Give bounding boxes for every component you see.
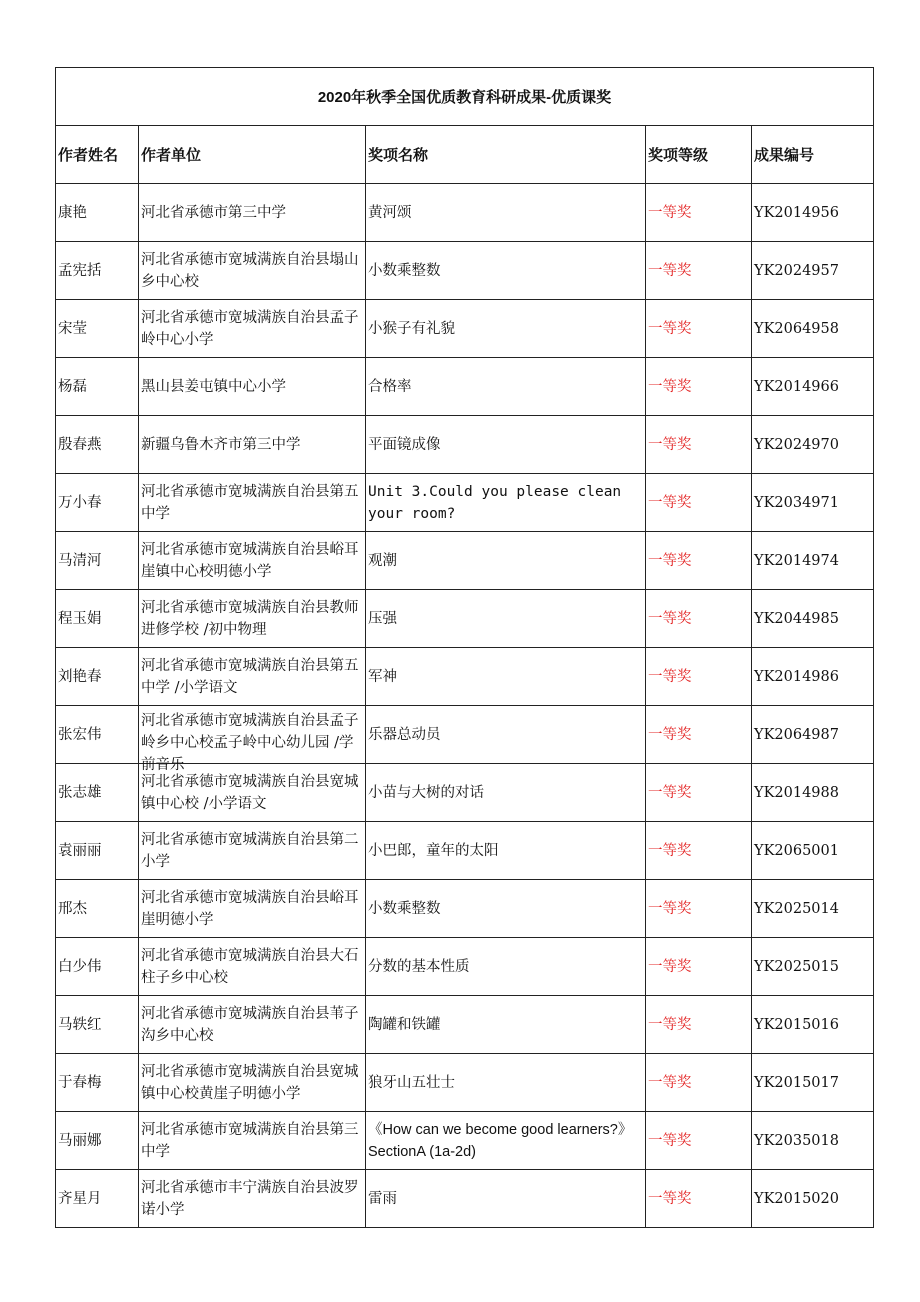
result-code-cell (752, 590, 874, 648)
award-name-cell (366, 358, 646, 416)
award-name-cell (366, 1112, 646, 1170)
award-grade-cell (646, 416, 752, 474)
author-name-cell-text: 康艳 (58, 204, 87, 221)
award-name-cell (366, 1170, 646, 1228)
author-name-cell (56, 532, 139, 590)
result-code-cell-text: YK2014956 (754, 204, 839, 221)
result-code-cell-text: YK2064987 (754, 726, 839, 743)
award-table (55, 67, 874, 1228)
award-grade-cell (646, 996, 752, 1054)
result-code-cell (752, 822, 874, 880)
author-name-cell (56, 474, 139, 532)
header-author-name: 作者姓名 (56, 126, 139, 184)
author-unit-cell-text: 新疆乌鲁木齐市第三中学 (141, 436, 301, 453)
author-unit-cell-text: 河北省承德市宽城满族自治县第五中学 /小学语文 (141, 657, 359, 696)
award-name-cell (366, 764, 646, 822)
award-grade-cell-text: 一等奖 (648, 494, 692, 511)
award-grade-cell (646, 938, 752, 996)
header-award-name: 奖项名称 (366, 126, 646, 184)
award-grade-cell-text: 一等奖 (648, 320, 692, 337)
author-unit-cell (139, 300, 366, 358)
award-grade-cell-text: 一等奖 (648, 1016, 692, 1033)
author-unit-cell (139, 706, 366, 773)
author-name-cell (56, 880, 139, 938)
award-grade-cell-text: 一等奖 (648, 958, 692, 975)
award-name-cell-text: 军神 (368, 668, 397, 685)
author-unit-cell-text: 河北省承德市宽城满族自治县宽城镇中心校 /小学语文 (141, 773, 359, 812)
author-unit-cell (139, 358, 366, 416)
author-unit-cell (139, 1054, 366, 1112)
author-unit-cell (139, 474, 366, 532)
result-code-cell (752, 532, 874, 590)
award-name-cell-text: 乐器总动员 (368, 726, 441, 743)
award-grade-cell (646, 706, 752, 764)
author-unit-cell (139, 590, 366, 648)
result-code-cell (752, 1054, 874, 1112)
award-grade-cell (646, 1054, 752, 1112)
result-code-cell-text: YK2015016 (754, 1016, 839, 1033)
author-name-cell (56, 1112, 139, 1170)
author-unit-cell-text: 河北省承德市宽城满族自治县第二小学 (141, 831, 359, 870)
result-code-cell (752, 938, 874, 996)
award-name-cell-text: 小数乘整数 (368, 262, 441, 279)
author-name-cell-text: 刘艳春 (58, 668, 102, 685)
author-name-cell-text: 殷春燕 (58, 436, 102, 453)
award-grade-cell-text: 一等奖 (648, 784, 692, 801)
award-name-cell-text: 《How can we become good learners?》 SectionA (1a-2d) (368, 1121, 633, 1160)
award-grade-cell-text: 一等奖 (648, 1074, 692, 1091)
result-code-cell (752, 242, 874, 300)
author-name-cell-text: 马轶红 (58, 1016, 102, 1033)
award-grade-cell-text: 一等奖 (648, 842, 692, 859)
author-unit-cell-text: 河北省承德市宽城满族自治县孟子岭中心小学 (141, 309, 359, 348)
author-unit-cell-text: 河北省承德市第三中学 (141, 204, 286, 221)
award-name-cell-text: Unit 3.Could you please clean your room? (368, 483, 622, 522)
table-row (56, 184, 874, 242)
table-row (56, 938, 874, 996)
author-unit-cell (139, 242, 366, 300)
award-grade-cell (646, 532, 752, 590)
award-grade-cell (646, 764, 752, 822)
award-grade-cell-text: 一等奖 (648, 610, 692, 627)
award-name-cell-text: 黄河颂 (368, 204, 412, 221)
award-name-cell (366, 1054, 646, 1112)
author-unit-cell (139, 938, 366, 996)
table-row (56, 764, 874, 822)
award-name-cell-text: 观潮 (368, 552, 397, 569)
author-unit-cell (139, 532, 366, 590)
author-name-cell (56, 590, 139, 648)
award-name-cell (366, 242, 646, 300)
result-code-cell-text: YK2014986 (754, 668, 839, 685)
award-grade-cell (646, 1112, 752, 1170)
author-name-cell (56, 1054, 139, 1112)
author-unit-cell (139, 822, 366, 880)
award-name-cell (366, 532, 646, 590)
author-unit-cell-text: 河北省承德市宽城满族自治县第三中学 (141, 1121, 359, 1160)
result-code-cell-text: YK2025015 (754, 958, 839, 975)
author-name-cell (56, 706, 139, 764)
award-grade-cell-text: 一等奖 (648, 436, 692, 453)
author-unit-cell (139, 764, 366, 822)
award-name-cell-text: 小猴子有礼貌 (368, 320, 455, 337)
author-unit-cell-text: 黑山县姜屯镇中心小学 (141, 378, 286, 395)
award-grade-cell (646, 300, 752, 358)
result-code-cell (752, 764, 874, 822)
author-name-cell-text: 杨磊 (58, 378, 87, 395)
table-row (56, 590, 874, 648)
award-name-cell (366, 996, 646, 1054)
result-code-cell (752, 474, 874, 532)
author-name-cell (56, 184, 139, 242)
author-unit-cell (139, 184, 366, 242)
result-code-cell (752, 648, 874, 706)
author-unit-cell-text: 河北省承德市丰宁满族自治县波罗诺小学 (141, 1179, 359, 1218)
result-code-cell-text: YK2025014 (754, 900, 839, 917)
award-name-cell-text: 压强 (368, 610, 397, 627)
award-name-cell-text: 小苗与大树的对话 (368, 784, 484, 801)
award-grade-cell (646, 822, 752, 880)
award-grade-cell-text: 一等奖 (648, 1132, 692, 1149)
author-name-cell-text: 张宏伟 (58, 726, 102, 743)
author-name-cell (56, 358, 139, 416)
author-unit-cell-text: 河北省承德市宽城满族自治县塌山乡中心校 (141, 251, 359, 290)
award-grade-cell (646, 590, 752, 648)
result-code-cell (752, 300, 874, 358)
table-row (56, 880, 874, 938)
author-unit-cell-text: 河北省承德市宽城满族自治县苇子沟乡中心校 (141, 1005, 359, 1044)
author-name-cell (56, 938, 139, 996)
author-name-cell-text: 袁丽丽 (58, 842, 102, 859)
author-unit-cell-text: 河北省承德市宽城满族自治县第五中学 (141, 483, 359, 522)
table-row (56, 706, 874, 764)
award-name-cell (366, 474, 646, 532)
result-code-cell-text: YK2014966 (754, 378, 839, 395)
award-grade-cell (646, 648, 752, 706)
award-grade-cell (646, 1170, 752, 1228)
award-name-cell (366, 184, 646, 242)
result-code-cell-text: YK2015017 (754, 1074, 839, 1091)
award-name-cell-text: 平面镜成像 (368, 436, 441, 453)
author-unit-cell-text: 河北省承德市宽城满族自治县孟子岭乡中心校孟子岭中心幼儿园 /学前音乐 (141, 712, 359, 773)
author-unit-cell (139, 1170, 366, 1228)
award-name-cell (366, 938, 646, 996)
author-unit-cell (139, 996, 366, 1054)
author-unit-cell (139, 648, 366, 706)
result-code-cell-text: YK2044985 (754, 610, 839, 627)
author-name-cell-text: 齐星月 (58, 1190, 102, 1207)
award-grade-cell-text: 一等奖 (648, 1190, 692, 1207)
author-name-cell-text: 马丽娜 (58, 1132, 102, 1149)
table-row (56, 358, 874, 416)
table-row (56, 416, 874, 474)
award-grade-cell-text: 一等奖 (648, 900, 692, 917)
award-grade-cell-text: 一等奖 (648, 262, 692, 279)
author-name-cell (56, 242, 139, 300)
award-grade-cell (646, 474, 752, 532)
author-name-cell (56, 822, 139, 880)
author-name-cell (56, 1170, 139, 1228)
result-code-cell (752, 880, 874, 938)
award-grade-cell-text: 一等奖 (648, 668, 692, 685)
author-unit-cell-text: 河北省承德市宽城满族自治县大石柱子乡中心校 (141, 947, 359, 986)
award-name-cell-text: 分数的基本性质 (368, 958, 470, 975)
author-name-cell-text: 于春梅 (58, 1074, 102, 1091)
result-code-cell (752, 358, 874, 416)
award-grade-cell-text: 一等奖 (648, 378, 692, 395)
result-code-cell-text: YK2024957 (754, 262, 839, 279)
header-author-unit: 作者单位 (139, 126, 366, 184)
result-code-cell-text: YK2014974 (754, 552, 839, 569)
table-title: 2020年秋季全国优质教育科研成果-优质课奖 (56, 68, 874, 126)
result-code-cell (752, 184, 874, 242)
author-name-cell-text: 白少伟 (58, 958, 102, 975)
author-unit-cell-text: 河北省承德市宽城满族自治县宽城镇中心校黄崖子明德小学 (141, 1063, 359, 1102)
result-code-cell (752, 1112, 874, 1170)
table-row (56, 532, 874, 590)
result-code-cell (752, 1170, 874, 1228)
award-grade-cell-text: 一等奖 (648, 552, 692, 569)
result-code-cell-text: YK2034971 (754, 494, 839, 511)
table-row (56, 822, 874, 880)
author-name-cell (56, 416, 139, 474)
award-name-cell-text: 合格率 (368, 378, 412, 395)
award-name-cell (366, 822, 646, 880)
award-grade-cell (646, 242, 752, 300)
result-code-cell (752, 416, 874, 474)
header-row (56, 126, 874, 184)
award-name-cell (366, 300, 646, 358)
result-code-cell-text: YK2024970 (754, 436, 839, 453)
author-name-cell-text: 孟宪括 (58, 262, 102, 279)
author-name-cell-text: 程玉娟 (58, 610, 102, 627)
result-code-cell (752, 706, 874, 764)
award-name-cell (366, 590, 646, 648)
author-name-cell-text: 马清河 (58, 552, 102, 569)
award-name-cell (366, 416, 646, 474)
table-title-row (56, 68, 874, 126)
table-row (56, 300, 874, 358)
table-row (56, 1112, 874, 1170)
author-name-cell (56, 996, 139, 1054)
author-name-cell-text: 邢杰 (58, 900, 87, 917)
award-name-cell (366, 648, 646, 706)
author-unit-cell (139, 1112, 366, 1170)
award-grade-cell (646, 184, 752, 242)
award-grade-cell (646, 880, 752, 938)
result-code-cell-text: YK2065001 (754, 842, 839, 859)
result-code-cell-text: YK2035018 (754, 1132, 839, 1149)
author-name-cell-text: 宋莹 (58, 320, 87, 337)
table-row (56, 1170, 874, 1228)
result-code-cell-text: YK2015020 (754, 1190, 839, 1207)
award-name-cell (366, 880, 646, 938)
award-name-cell-text: 雷雨 (368, 1190, 397, 1207)
award-grade-cell-text: 一等奖 (648, 204, 692, 221)
author-name-cell (56, 300, 139, 358)
author-name-cell-text: 张志雄 (58, 784, 102, 801)
author-unit-cell-text: 河北省承德市宽城满族自治县峪耳崖明德小学 (141, 889, 359, 928)
award-name-cell-text: 狼牙山五壮士 (368, 1074, 455, 1091)
author-name-cell (56, 764, 139, 822)
award-name-cell-text: 小数乘整数 (368, 900, 441, 917)
table-row (56, 474, 874, 532)
table-row (56, 242, 874, 300)
award-name-cell-text: 小巴郎，童年的太阳 (368, 842, 499, 859)
author-name-cell-text: 万小春 (58, 494, 102, 511)
result-code-cell-text: YK2014988 (754, 784, 839, 801)
award-name-cell (366, 706, 646, 764)
award-name-cell-text: 陶罐和铁罐 (368, 1016, 441, 1033)
award-grade-cell (646, 358, 752, 416)
author-unit-cell (139, 880, 366, 938)
header-result-code: 成果编号 (752, 126, 874, 184)
table-row (56, 648, 874, 706)
author-name-cell (56, 648, 139, 706)
header-award-grade: 奖项等级 (646, 126, 752, 184)
award-grade-cell-text: 一等奖 (648, 726, 692, 743)
table-row (56, 1054, 874, 1112)
author-unit-cell-text: 河北省承德市宽城满族自治县教师进修学校 /初中物理 (141, 599, 359, 638)
result-code-cell (752, 996, 874, 1054)
author-unit-cell-text: 河北省承德市宽城满族自治县峪耳崖镇中心校明德小学 (141, 541, 359, 580)
author-unit-cell (139, 416, 366, 474)
table-row (56, 996, 874, 1054)
result-code-cell-text: YK2064958 (754, 320, 839, 337)
